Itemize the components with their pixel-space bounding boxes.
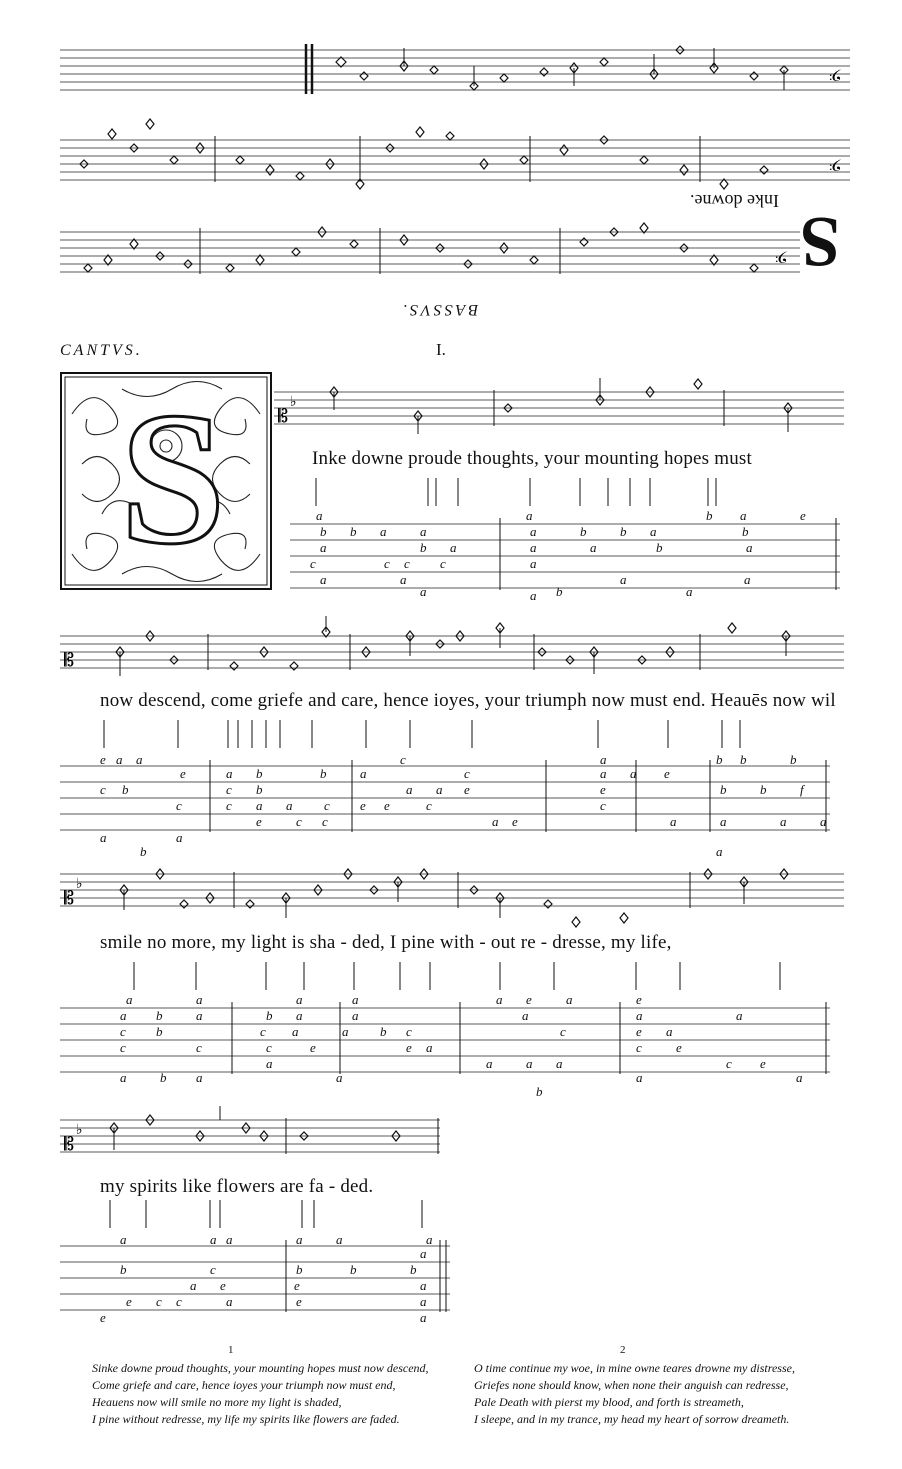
svg-text:e: e xyxy=(676,1040,682,1055)
svg-text:b: b xyxy=(410,1262,417,1277)
svg-text:a: a xyxy=(420,524,427,539)
svg-text:c: c xyxy=(636,1040,642,1055)
cantus-staff-1 xyxy=(274,392,844,442)
svg-text:a: a xyxy=(526,508,533,523)
svg-text:c: c xyxy=(120,1024,126,1039)
lyric-line-3: smile no more, my light is sha - ded, I pine with - out re - dresse, my life, xyxy=(100,932,672,953)
verse-2-line-4: I sleepe, and in my trance, my head my heart of sorrow dreameth. xyxy=(474,1412,790,1426)
svg-text:b: b xyxy=(420,540,427,555)
svg-text:𝄡: 𝄡 xyxy=(64,888,75,909)
svg-text:c: c xyxy=(310,556,316,571)
svg-text:a: a xyxy=(296,1232,303,1247)
svg-text:b: b xyxy=(266,1008,273,1023)
svg-text:a: a xyxy=(746,540,753,555)
svg-text:b: b xyxy=(536,1084,543,1099)
svg-text:c: c xyxy=(406,1024,412,1039)
bassus-incipit: Inke downe. xyxy=(690,191,779,211)
cantus-staff-4 xyxy=(60,1120,440,1170)
svg-text:e: e xyxy=(636,1024,642,1039)
svg-text:b: b xyxy=(742,524,749,539)
svg-text:e: e xyxy=(464,782,470,797)
bassus-staff-2 xyxy=(60,140,850,190)
svg-text:b: b xyxy=(120,1262,127,1277)
svg-text:b: b xyxy=(156,1008,163,1023)
svg-text:b: b xyxy=(122,782,129,797)
svg-text:b: b xyxy=(790,752,797,767)
svg-text:a: a xyxy=(530,588,537,603)
svg-text:c: c xyxy=(260,1024,266,1039)
svg-text:a: a xyxy=(226,766,233,781)
cantus-staff-2 xyxy=(60,636,844,686)
svg-text:c: c xyxy=(100,782,106,797)
svg-text:♭: ♭ xyxy=(76,1122,83,1138)
svg-text:a: a xyxy=(226,1294,233,1309)
svg-text:a: a xyxy=(406,782,413,797)
svg-text:a: a xyxy=(526,1056,533,1071)
svg-text:a: a xyxy=(336,1232,343,1247)
svg-text:a: a xyxy=(740,508,747,523)
svg-text:a: a xyxy=(450,540,457,555)
verse-2-line-3: Pale Death with pierst my blood, and forth is streameth, xyxy=(474,1395,744,1409)
svg-text:b: b xyxy=(350,524,357,539)
svg-text:a: a xyxy=(666,1024,673,1039)
svg-text:a: a xyxy=(530,524,537,539)
verse-1-line-4: I pine without redresse, my life my spirits like flowers are faded. xyxy=(92,1412,400,1426)
svg-text:a: a xyxy=(256,798,263,813)
svg-text:a: a xyxy=(420,1246,427,1261)
svg-text:a: a xyxy=(620,572,627,587)
svg-text:a: a xyxy=(744,572,751,587)
svg-text:c: c xyxy=(560,1024,566,1039)
svg-text:a: a xyxy=(530,540,537,555)
svg-text:c: c xyxy=(196,1040,202,1055)
verse-number-2: 2 xyxy=(620,1344,626,1356)
svg-text:c: c xyxy=(324,798,330,813)
svg-text:a: a xyxy=(492,814,499,829)
bassus-staff-1 xyxy=(60,50,850,100)
svg-text:a: a xyxy=(120,1070,127,1085)
svg-text:e: e xyxy=(310,1040,316,1055)
svg-text:a: a xyxy=(296,992,303,1007)
svg-text:b: b xyxy=(160,1070,167,1085)
svg-text:c: c xyxy=(426,798,432,813)
svg-text:a: a xyxy=(176,830,183,845)
svg-text:c: c xyxy=(120,1040,126,1055)
svg-text:c: c xyxy=(296,814,302,829)
svg-text:a: a xyxy=(600,766,607,781)
svg-text:e: e xyxy=(126,1294,132,1309)
svg-text:a: a xyxy=(292,1024,299,1039)
svg-text:c: c xyxy=(176,1294,182,1309)
svg-text:a: a xyxy=(320,540,327,555)
svg-text:e: e xyxy=(636,992,642,1007)
svg-text:a: a xyxy=(196,992,203,1007)
svg-text:a: a xyxy=(426,1040,433,1055)
svg-text:a: a xyxy=(120,1232,127,1247)
svg-text:a: a xyxy=(650,524,657,539)
svg-text:a: a xyxy=(342,1024,349,1039)
svg-text:c: c xyxy=(384,556,390,571)
svg-text:f: f xyxy=(800,782,804,797)
svg-text:e: e xyxy=(294,1278,300,1293)
svg-text:e: e xyxy=(256,814,262,829)
svg-text:b: b xyxy=(380,1024,387,1039)
svg-text:a: a xyxy=(336,1070,343,1085)
svg-text:a: a xyxy=(486,1056,493,1071)
svg-text:a: a xyxy=(670,814,677,829)
svg-text:b: b xyxy=(720,782,727,797)
svg-text:e: e xyxy=(760,1056,766,1071)
decorated-initial xyxy=(60,372,272,590)
svg-text:a: a xyxy=(316,508,323,523)
svg-text:a: a xyxy=(360,766,367,781)
svg-text:e: e xyxy=(296,1294,302,1309)
verse-block-2 xyxy=(474,1360,795,1428)
svg-text:b: b xyxy=(556,584,563,599)
svg-text:𝄡: 𝄡 xyxy=(64,650,75,671)
svg-text:𝄢: 𝄢 xyxy=(775,243,788,267)
tablature-2 xyxy=(60,720,830,870)
bassus-initial: S xyxy=(800,202,841,282)
svg-text:a: a xyxy=(530,556,537,571)
svg-text:e: e xyxy=(800,508,806,523)
verse-block-1 xyxy=(92,1360,429,1428)
svg-text:a: a xyxy=(136,752,143,767)
svg-text:a: a xyxy=(296,1008,303,1023)
svg-text:a: a xyxy=(686,584,693,599)
svg-text:a: a xyxy=(716,844,723,859)
svg-text:a: a xyxy=(352,1008,359,1023)
svg-text:e: e xyxy=(220,1278,226,1293)
svg-text:a: a xyxy=(420,584,427,599)
lyric-line-1: Inke downe proude thoughts, your mounting hopes must xyxy=(312,448,752,469)
svg-text:a: a xyxy=(590,540,597,555)
svg-text:b: b xyxy=(740,752,747,767)
svg-text:b: b xyxy=(656,540,663,555)
verse-2-line-2: Griefes none should know, when none their anguish can redresse, xyxy=(474,1378,789,1392)
svg-text:c: c xyxy=(400,752,406,767)
svg-text:a: a xyxy=(720,814,727,829)
svg-text:a: a xyxy=(286,798,293,813)
svg-text:𝄡: 𝄡 xyxy=(278,406,289,427)
cantus-label: CANTVS. xyxy=(60,342,143,359)
svg-text:b: b xyxy=(716,752,723,767)
svg-text:𝄢: 𝄢 xyxy=(829,151,842,175)
lyric-line-4: my spirits like flowers are fa - ded. xyxy=(100,1176,374,1197)
svg-text:e: e xyxy=(512,814,518,829)
bassus-part xyxy=(0,0,902,330)
svg-text:b: b xyxy=(156,1024,163,1039)
svg-text:b: b xyxy=(320,766,327,781)
svg-text:a: a xyxy=(420,1310,427,1325)
verse-1-line-2: Come griefe and care, hence ioyes your triumph now must end, xyxy=(92,1378,396,1392)
svg-text:b: b xyxy=(580,524,587,539)
svg-text:c: c xyxy=(210,1262,216,1277)
svg-text:a: a xyxy=(566,992,573,1007)
svg-text:a: a xyxy=(266,1056,273,1071)
svg-text:a: a xyxy=(522,1008,529,1023)
svg-text:a: a xyxy=(320,572,327,587)
svg-text:a: a xyxy=(226,1232,233,1247)
svg-text:c: c xyxy=(176,798,182,813)
verse-1-line-1: Sinke downe proud thoughts, your mounting hopes must now descend, xyxy=(92,1361,429,1375)
svg-text:a: a xyxy=(380,524,387,539)
svg-text:𝄢: 𝄢 xyxy=(829,61,842,85)
svg-text:a: a xyxy=(196,1008,203,1023)
svg-text:c: c xyxy=(726,1056,732,1071)
song-number: I. xyxy=(436,340,446,359)
svg-text:a: a xyxy=(120,1008,127,1023)
svg-text:a: a xyxy=(352,992,359,1007)
svg-text:a: a xyxy=(190,1278,197,1293)
svg-text:e: e xyxy=(180,766,186,781)
svg-text:♭: ♭ xyxy=(76,876,83,892)
svg-text:a: a xyxy=(420,1278,427,1293)
svg-text:♭: ♭ xyxy=(290,394,297,410)
svg-text:b: b xyxy=(620,524,627,539)
tablature-1 xyxy=(290,478,840,618)
svg-text:c: c xyxy=(404,556,410,571)
svg-text:c: c xyxy=(322,814,328,829)
svg-text:c: c xyxy=(226,782,232,797)
svg-text:c: c xyxy=(600,798,606,813)
initial-letter: S xyxy=(120,374,226,584)
tablature-3 xyxy=(60,962,830,1102)
svg-text:e: e xyxy=(526,992,532,1007)
svg-text:a: a xyxy=(780,814,787,829)
svg-text:b: b xyxy=(256,766,263,781)
svg-text:a: a xyxy=(400,572,407,587)
svg-text:b: b xyxy=(760,782,767,797)
svg-text:b: b xyxy=(296,1262,303,1277)
svg-text:a: a xyxy=(496,992,503,1007)
svg-text:b: b xyxy=(140,844,147,859)
svg-text:e: e xyxy=(360,798,366,813)
svg-text:a: a xyxy=(426,1232,433,1247)
verse-2-line-1: O time continue my woe, in mine owne teares drowne my distresse, xyxy=(474,1361,795,1375)
svg-text:b: b xyxy=(256,782,263,797)
svg-text:e: e xyxy=(100,1310,106,1325)
svg-text:a: a xyxy=(636,1070,643,1085)
svg-text:a: a xyxy=(556,1056,563,1071)
svg-text:a: a xyxy=(210,1232,217,1247)
svg-text:e: e xyxy=(384,798,390,813)
tablature-4 xyxy=(60,1200,450,1330)
svg-text:a: a xyxy=(116,752,123,767)
svg-text:a: a xyxy=(630,766,637,781)
svg-text:b: b xyxy=(350,1262,357,1277)
cantus-staff-3 xyxy=(60,874,844,924)
svg-text:a: a xyxy=(600,752,607,767)
verse-number-1: 1 xyxy=(228,1344,234,1356)
svg-text:c: c xyxy=(440,556,446,571)
bassus-staff-3 xyxy=(60,232,800,282)
svg-text:e: e xyxy=(406,1040,412,1055)
svg-text:c: c xyxy=(464,766,470,781)
verse-1-line-3: Heauens now will smile no more my light is shaded, xyxy=(92,1395,342,1409)
svg-text:a: a xyxy=(736,1008,743,1023)
lyric-line-2: now descend, come griefe and care, hence ioyes, your triumph now must end. Heauēs now wil xyxy=(100,690,836,711)
svg-text:e: e xyxy=(664,766,670,781)
svg-text:c: c xyxy=(156,1294,162,1309)
svg-text:e: e xyxy=(600,782,606,797)
svg-text:a: a xyxy=(820,814,827,829)
svg-text:b: b xyxy=(320,524,327,539)
svg-text:b: b xyxy=(706,508,713,523)
svg-text:a: a xyxy=(436,782,443,797)
svg-text:a: a xyxy=(100,830,107,845)
svg-text:c: c xyxy=(266,1040,272,1055)
svg-text:a: a xyxy=(196,1070,203,1085)
svg-text:𝄡: 𝄡 xyxy=(64,1134,75,1155)
svg-text:c: c xyxy=(226,798,232,813)
svg-text:a: a xyxy=(636,1008,643,1023)
bassus-label: BASSVS. xyxy=(400,301,479,318)
svg-text:a: a xyxy=(126,992,133,1007)
svg-text:e: e xyxy=(100,752,106,767)
svg-text:a: a xyxy=(796,1070,803,1085)
svg-text:a: a xyxy=(420,1294,427,1309)
